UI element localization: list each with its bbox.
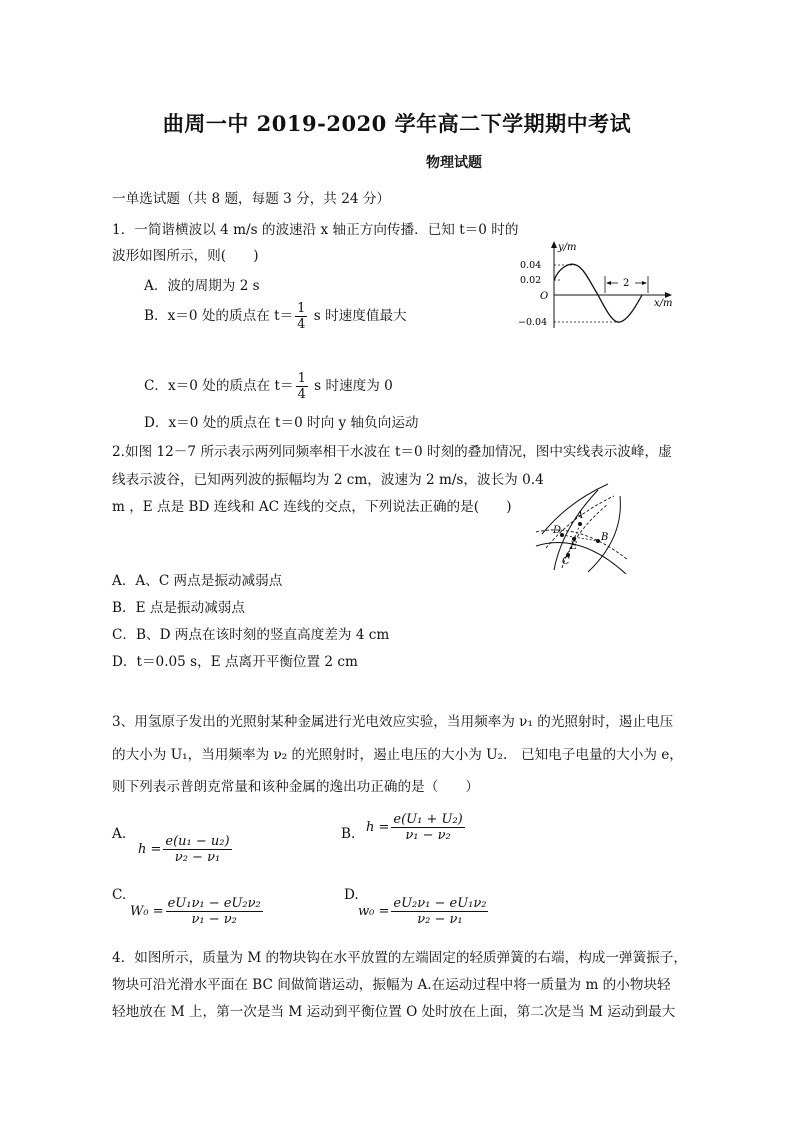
q3-option-b-label: B. [341,826,356,842]
q3-option-b-numerator: e(U₁ + U₂) [393,812,463,827]
q1-option-c-text: C．x＝0 处的质点在 t＝ [144,378,294,394]
q2-label-a: A [576,510,584,521]
page-title: 曲周一中 2019-2020 学年高二下学期期中考试 [162,111,632,136]
q1-tick-mid: 0.02 [520,275,542,286]
q2-stem-line-1: 2.如图 12－7 所示表示两列同频率相干水波在 t＝0 时刻的叠加情况，图中实线表示波峰，虚 [112,444,672,460]
q1-option-b [144,301,407,332]
q2-option-b: B．E 点是振动减弱点 [112,600,245,616]
q3-option-a-lhs: h = [138,842,162,857]
q1-span-arrowhead-right [642,281,647,285]
q2-interference-figure [528,482,640,574]
q1-stem-line-2: 波形如图所示，则( ) [112,248,259,264]
q1-option-c-denominator: 4 [297,387,306,402]
q3-option-b-lhs: h = [366,820,390,835]
q2-stem-line-2: 线表示波谷，已知两列波的振幅均为 2 cm，波速为 2 m/s，波长为 0.4 [112,472,544,488]
q1-option-b-numerator: 1 [297,301,306,316]
q3-option-d-label: D. [344,887,359,903]
q2-option-d: D．t＝0.05 s，E 点离开平衡位置 2 cm [112,654,358,670]
q2-option-a: A．A、C 两点是振动减弱点 [112,573,283,589]
q2-point-b [596,539,600,543]
q3-option-a-denominator: ν₂ − ν₁ [174,850,221,865]
q3-option-c-fraction [166,896,263,927]
q1-tick-top: 0.04 [520,260,542,271]
q1-option-c [144,371,393,402]
q1-span-label: 2 [623,278,630,289]
q2-label-b: B [601,532,609,543]
q3-option-a-fraction [163,834,231,865]
q3-option-c-numerator: eU₁ν₁ − eU₂ν₂ [167,896,261,911]
q3-option-d-lhs: w₀ = [358,904,390,919]
q3-option-d-formula [358,896,490,927]
q1-origin: O [540,291,549,302]
q4-line-2: 物块可沿光滑水平面在 BC 间做简谐运动，振幅为 A.在运动过程中将一质量为 m 的小物块轻 [112,977,671,993]
q3-option-a-formula [138,834,234,865]
q2-label-d: D [553,525,562,536]
q3-option-b-denominator: ν₁ − ν₂ [405,828,451,843]
q1-option-b-denominator: 4 [297,317,306,332]
q1-wave-curve [554,264,642,322]
q1-y-label: y/m [558,242,577,253]
q1-option-c-fraction [296,371,308,402]
q3-option-c-label: C. [112,887,127,903]
q1-option-b-suffix: s 时速度值最大 [309,308,407,324]
q1-span-arrowhead-left [606,281,611,285]
q2-point-a [578,522,582,526]
q3-option-a-label: A. [112,826,127,842]
q3-stem-line-2: 的大小为 U₁，当用频率为 ν₂ 的光照射时，遏止电压的大小为 U₂. 已知电子电量的大小为 e， [112,747,683,763]
q3-option-d-denominator: ν₂ − ν₁ [417,912,463,927]
q1-option-b-fraction [295,301,307,332]
q1-wave-figure [518,238,678,330]
q1-y-axis-arrow [551,241,557,248]
q2-stem-line-3: m ，E 点是 BD 连线和 AC 连线的交点，下列说法正确的是( ) [112,499,512,515]
q1-option-a: A．波的周期为 2 s [144,278,260,294]
q2-option-c: C．B、D 两点在该时刻的竖直高度差为 4 cm [112,627,390,643]
q3-option-c-denominator: ν₁ − ν₂ [191,912,237,927]
q1-option-c-suffix: s 时速度为 0 [309,378,393,394]
q1-stem-line-1: 1．一简谐横波以 4 m/s 的波速沿 x 轴正方向传播．已知 t＝0 时的 [112,222,519,238]
q1-x-label: x/m [654,298,673,309]
q3-option-d-fraction [391,896,488,927]
q3-option-c-formula [130,896,265,927]
q1-option-b-text: B．x＝0 处的质点在 t＝ [144,308,294,324]
q3-option-b-formula [366,812,467,843]
q1-tick-bottom: −0.04 [518,317,548,328]
q2-label-e: E [570,541,578,552]
q3-stem-line-3: 则下列表示普朗克常量和该种金属的逸出功正确的是（ ） [112,779,480,795]
q1-option-c-numerator: 1 [297,371,306,386]
q3-option-d-numerator: eU₂ν₁ − eU₁ν₂ [393,896,487,911]
q2-crest-arc-1 [542,484,608,534]
q3-stem-line-1: 3、用氢原子发出的光照射某种金属进行光电效应实验，当用频率为 ν₁ 的光照射时，遏止电压 [112,714,674,730]
q3-option-b-fraction [391,812,464,843]
q2-crest-arc-3 [536,543,626,575]
page-subtitle: 物理试题 [426,155,482,171]
section-heading: 一单选试题（共 8 题，每题 3 分，共 24 分） [112,191,391,207]
q1-option-d: D．x＝0 处的质点在 t＝0 时向 y 轴负向运动 [144,415,419,431]
q3-option-c-lhs: W₀ = [130,904,164,919]
q3-option-a-numerator: e(u₁ − u₂) [165,834,230,849]
q4-line-3: 轻地放在 M 上，第一次是当 M 运动到平衡位置 O 处时放在上面，第二次是当 M 运动到最大 [112,1004,676,1020]
q2-label-c: C [562,556,570,567]
q4-line-1: 4．如图所示，质量为 M 的物块钩在水平放置的左端固定的轻质弹簧的右端，构成一弹簧振子， [112,950,687,966]
